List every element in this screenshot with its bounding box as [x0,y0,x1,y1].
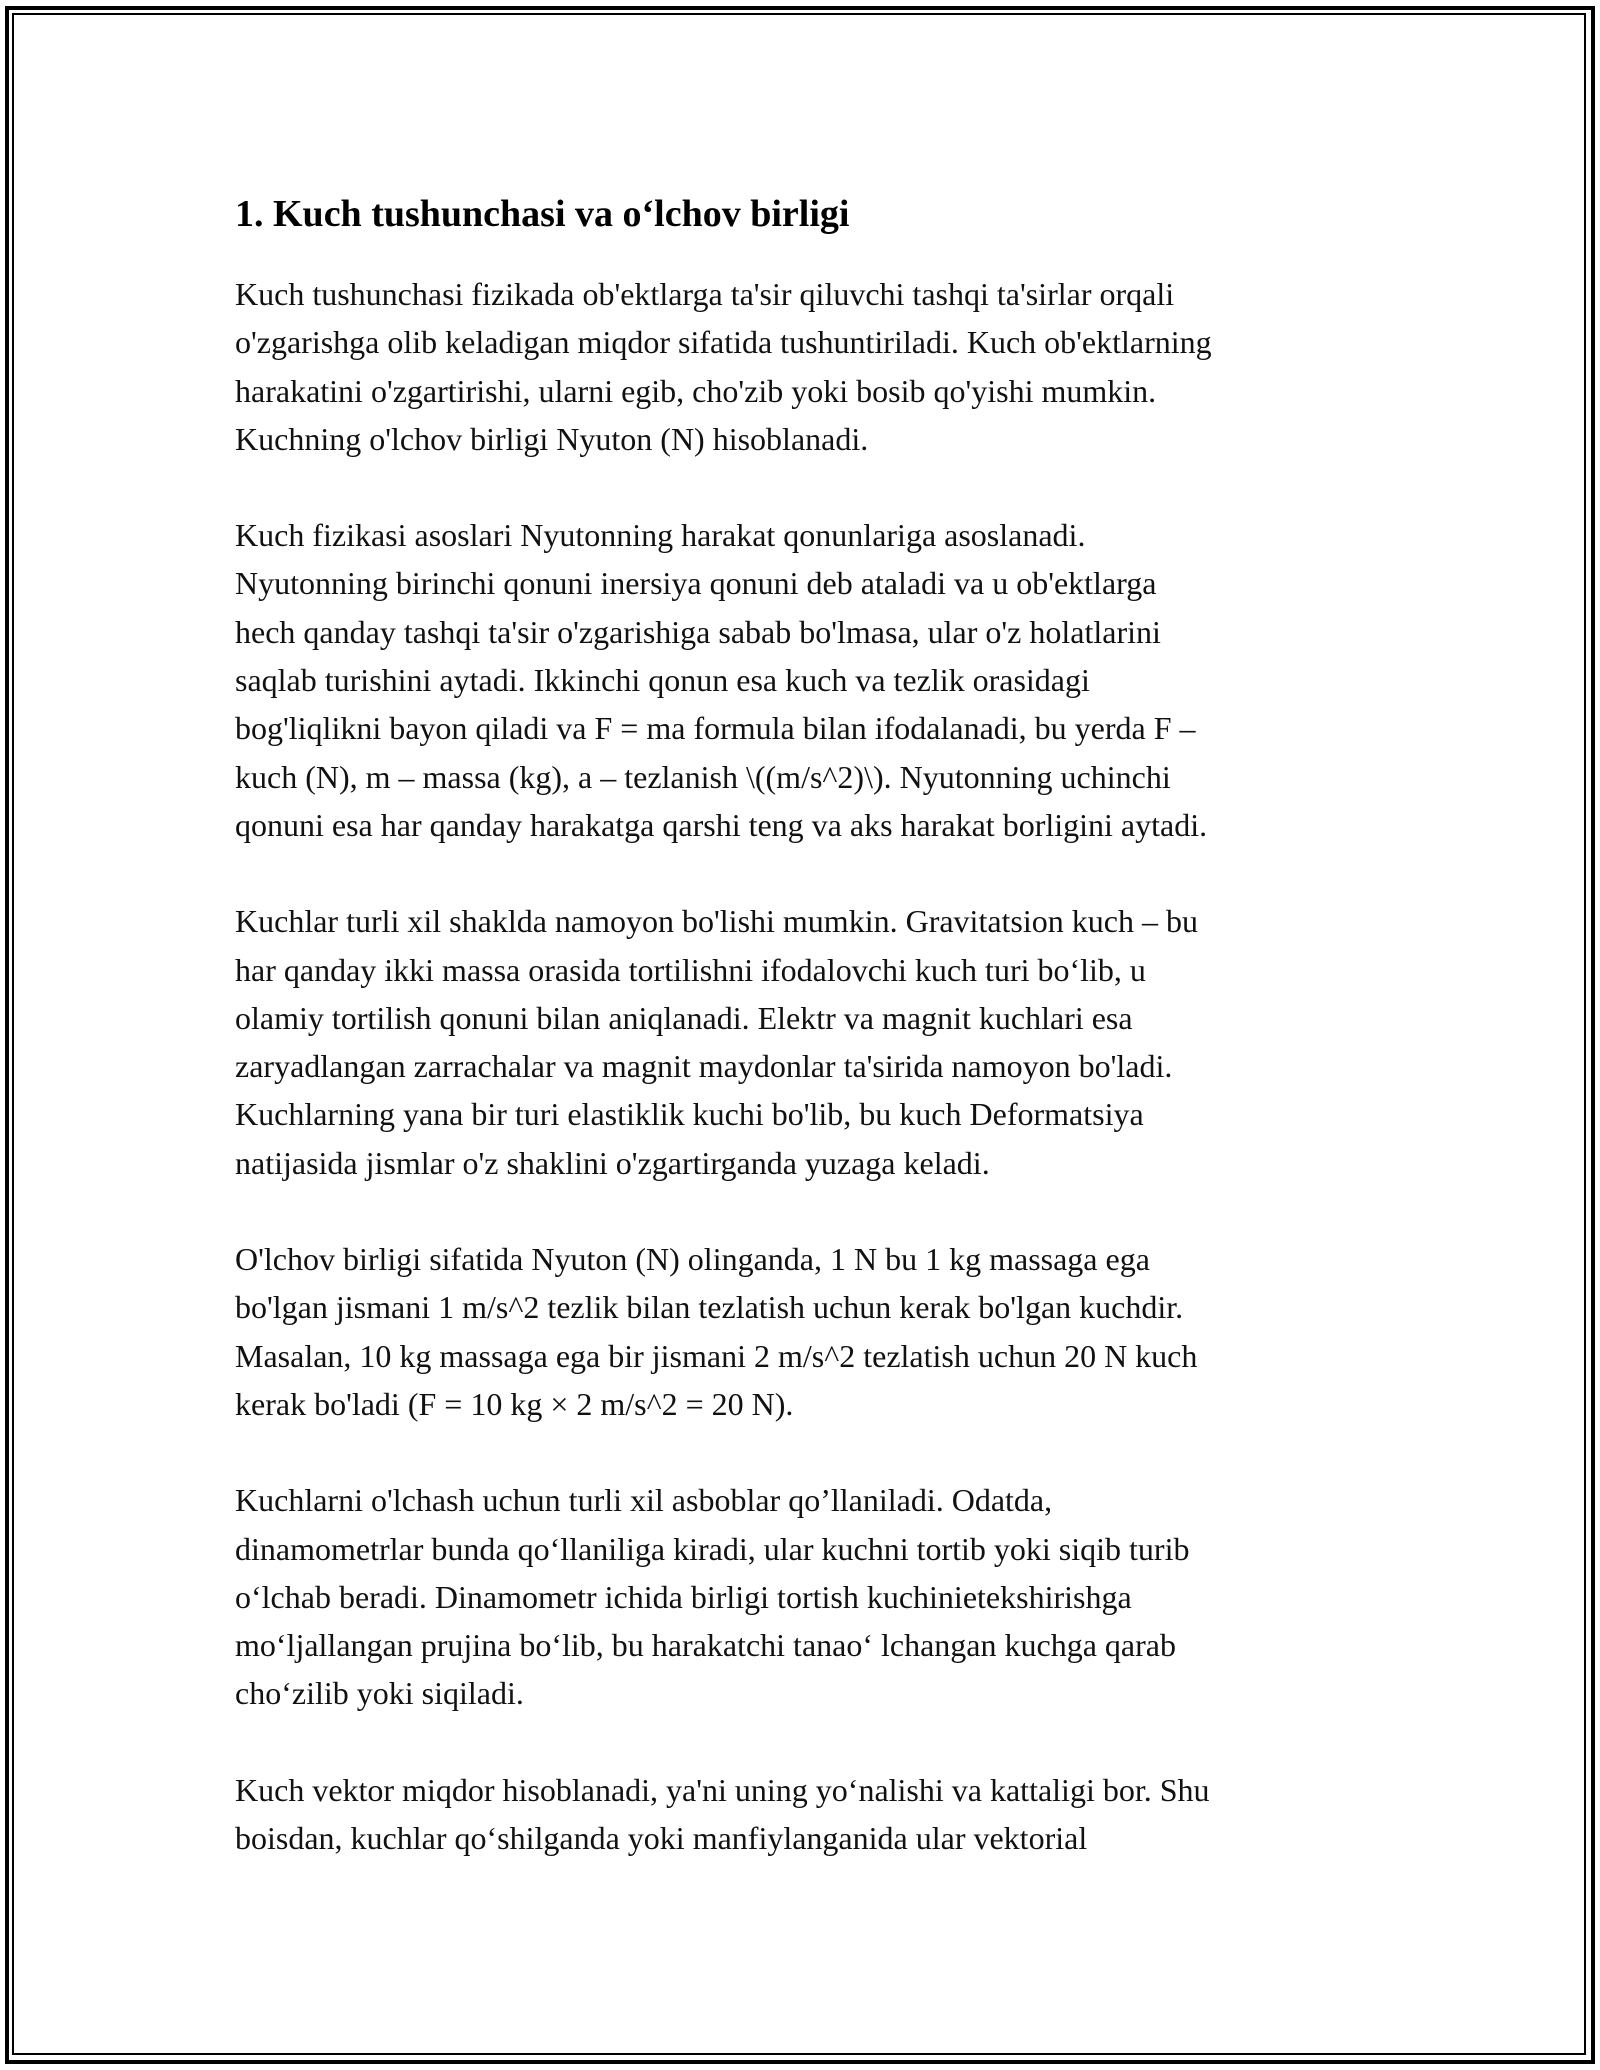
paragraph-list [235,270,1375,1862]
paragraph [235,1235,1375,1428]
text-line: Kuchlarning yana bir turi elastiklik kuchi bo'lib, bu kuch Deformatsiya [235,1096,1144,1133]
text-line: Masalan, 10 kg massaga ega bir jismani 2 m/s^2 tezlatish uchun 20 N kuch [235,1337,1198,1374]
text-line: mo‘ljallangan prujina bo‘lib, bu harakatchi tanao‘ lchangan kuchga qarab [235,1627,1176,1664]
text-line: bo'lgan jismani 1 m/s^2 tezlik bilan tezlatish uchun kerak bo'lgan kuchdir. [235,1289,1184,1326]
text-line: saqlab turishini aytadi. Ikkinchi qonun esa kuch va tezlik orasidagi [235,662,1090,699]
text-line: Kuchlarni o'lchash uchun turli xil asboblar qo’llaniladi. Odatda, [235,1482,1053,1519]
text-line: bog'liqlikni bayon qiladi va F = ma formula bilan ifodalanadi, bu yerda F – [235,710,1196,747]
text-line: hech qanday tashqi ta'sir o'zgarishiga sabab bo'lmasa, ular o'z holatlarini [235,613,1161,650]
text-line: Kuch fizikasi asoslari Nyutonning harakat qonunlariga asoslanadi. [235,517,1086,554]
paragraph [235,511,1375,849]
text-line: Kuchning o'lchov birligi Nyuton (N) hisoblanadi. [235,420,869,457]
text-line: O'lchov birligi sifatida Nyuton (N) olinganda, 1 N bu 1 kg massaga ega [235,1241,1150,1278]
text-line: dinamometrlar bunda qo‘llaniliga kiradi, ular kuchni tortib yoki siqib turib [235,1530,1190,1567]
text-line: harakatini o'zgartirishi, ularni egib, cho'zib yoki bosib qo'yishi mumkin. [235,372,1157,409]
paragraph [235,897,1375,1187]
text-line: kuch (N), m – massa (kg), a – tezlanish \((m/s^2)\). Nyutonning uchinchi [235,758,1171,795]
text-line: o‘lchab beradi. Dinamometr ichida birligi tortish kuchinietekshirishga [235,1578,1132,1615]
text-line: Kuch vektor miqdor hisoblanadi, ya'ni uning yo‘nalishi va kattaligi bor. Shu [235,1771,1210,1808]
section-heading: 1. Kuch tushunchasi va o‘lchov birligi [235,193,850,235]
text-line: cho‘zilib yoki siqiladi. [235,1675,524,1712]
document-body [235,186,1375,1910]
paragraph [235,1766,1375,1863]
text-line: olamiy tortilish qonuni bilan aniqlanadi. Elektr va magnit kuchlari esa [235,999,1133,1036]
text-line: kerak bo'ladi (F = 10 kg × 2 m/s^2 = 20 N). [235,1385,794,1422]
text-line: natijasida jismlar o'z shaklini o'zgartirganda yuzaga keladi. [235,1144,990,1181]
text-line: qonuni esa har qanday harakatga qarshi teng va aks harakat borligini aytadi. [235,806,1208,843]
text-line: o'zgarishga olib keladigan miqdor sifatida tushuntiriladi. Kuch ob'ektlarning [235,324,1212,361]
text-line: Kuchlar turli xil shaklda namoyon bo'lishi mumkin. Gravitatsion kuch – bu [235,903,1198,940]
paragraph [235,1476,1375,1717]
text-line: zaryadlangan zarrachalar va magnit maydonlar ta'sirida namoyon bo'ladi. [235,1048,1173,1085]
text-line: har qanday ikki massa orasida tortilishni ifodalovchi kuch turi bo‘lib, u [235,951,1146,988]
text-line: Kuch tushunchasi fizikada ob'ektlarga ta'sir qiluvchi tashqi ta'sirlar orqali [235,276,1175,312]
text-line: Nyutonning birinchi qonuni inersiya qonuni deb ataladi va u ob'ektlarga [235,565,1157,602]
text-line: boisdan, kuchlar qo‘shilganda yoki manfiylanganida ular vektorial [235,1820,1088,1857]
paragraph [235,270,1375,463]
